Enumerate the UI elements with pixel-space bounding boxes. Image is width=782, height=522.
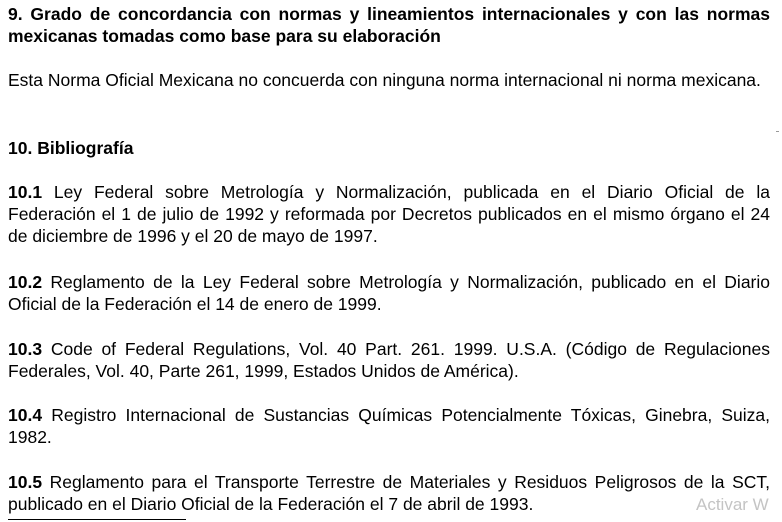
reference-number: 10.5	[8, 472, 43, 492]
section-9-heading: 9. Grado de concordancia con normas y lineamientos internacionales y con las normas mexicanas tomadas como base para su elaboración	[8, 4, 770, 46]
reference-10-2	[8, 271, 770, 315]
reference-text: Ley Federal sobre Metrología y Normalización, publicada en el Diario Oficial de la Federación el 1 de julio de 1992 y reformada por Decretos publicados en el mismo órgano el 24 de diciembre de 1996 y el 20 de mayo de 1997.	[8, 182, 770, 246]
reference-text: Registro Internacional de Sustancias Químicas Potencialmente Tóxicas, Ginebra, Suiza, 1982.	[8, 405, 770, 447]
page-edge-mark	[776, 131, 779, 132]
reference-text: Code of Federal Regulations, Vol. 40 Part. 261. 1999. U.S.A. (Código de Regulaciones Federales, Vol. 40, Parte 261, 1999, Estados Unidos de América).	[8, 339, 770, 381]
reference-number: 10.2	[8, 272, 43, 292]
reference-number: 10.3	[8, 339, 43, 359]
reference-10-5	[8, 471, 770, 515]
reference-10-1	[8, 181, 770, 247]
reference-10-3	[8, 338, 770, 382]
reference-number: 10.1	[8, 182, 43, 202]
reference-text: Reglamento para el Transporte Terrestre de Materiales y Residuos Peligrosos de la SCT, publicado en el Diario Oficial de la Federación el 7 de abril de 1993.	[8, 472, 770, 514]
reference-10-4	[8, 404, 770, 448]
footnote-divider	[8, 519, 186, 520]
reference-text: Reglamento de la Ley Federal sobre Metrología y Normalización, publicado en el Diario Oficial de la Federación el 14 de enero de 1999.	[8, 272, 770, 314]
reference-number: 10.4	[8, 405, 43, 425]
section-9-body: Esta Norma Oficial Mexicana no concuerda con ninguna norma internacional ni norma mexicana.	[8, 70, 761, 90]
activation-watermark: Activar W	[696, 495, 769, 514]
section-10-heading: 10. Bibliografía	[8, 138, 134, 158]
